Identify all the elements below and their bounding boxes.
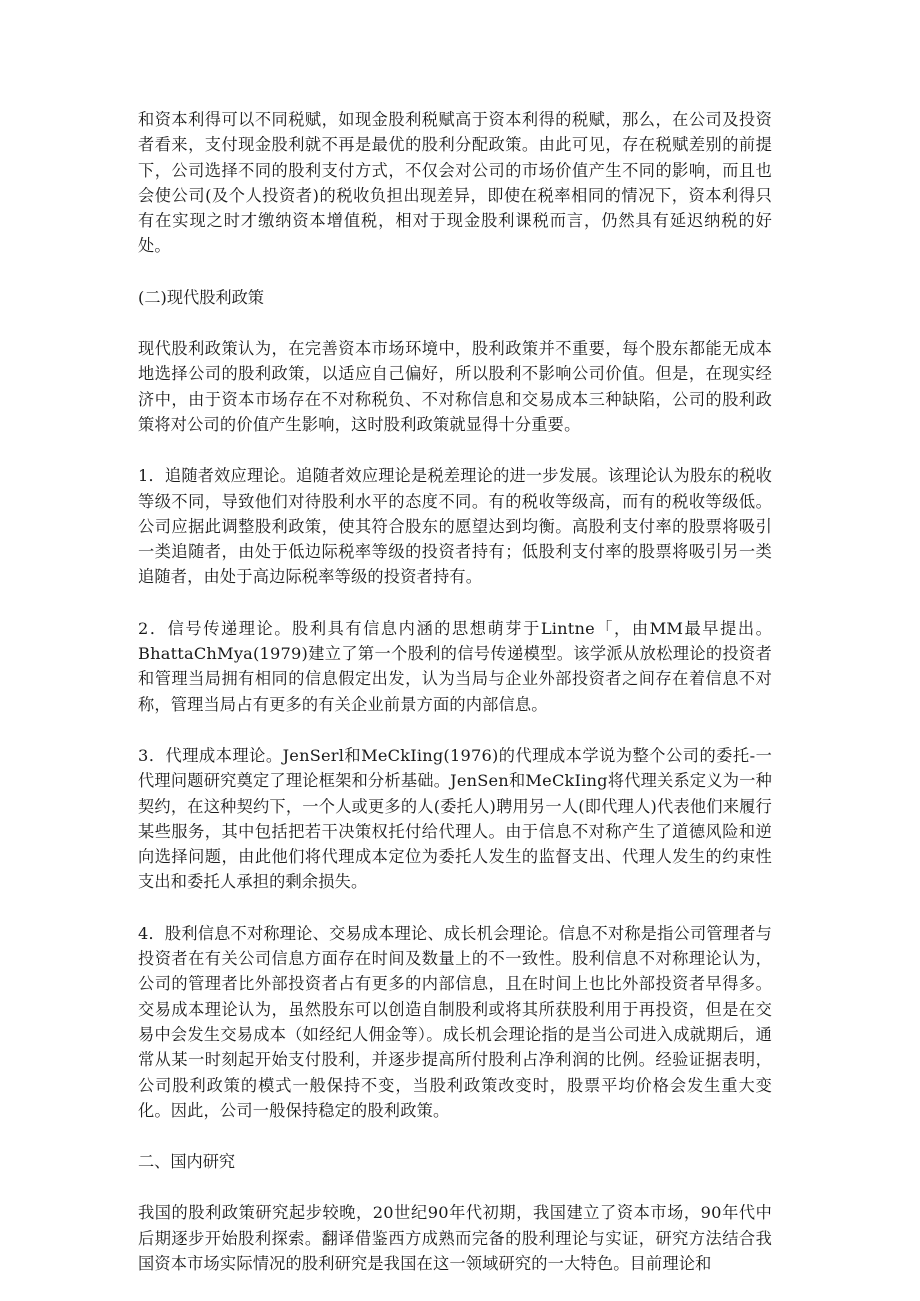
section-heading-modern-dividend-policy: (二)现代股利政策: [138, 287, 264, 307]
spacer: [138, 1123, 772, 1149]
paragraph-domestic-research: 我国的股利政策研究起步较晚，20世纪90年代初期，我国建立了资本市场，90年代中后期逐步开始股利探索。翻译借鉴西方成熟而完备的股利理论与实证，研究方法结合我国资本市场实际情况的股利研究是我国在这一领域研究的一大特色。目前理论和: [138, 1203, 772, 1273]
spacer: [138, 717, 772, 743]
paragraph-signaling-theory: 2．信号传递理论。股利具有信息内涵的思想萌芽于Lintne「，由MM最早提出。BhattaChMya(1979)建立了第一个股利的信号传递模型。该学派从放松理论的投资者和管理当局拥有相同的信息假定出发，认为当局与企业外部投资者之间存在着信息不对称，管理当局占有更多的有关企业前景方面的内部信息。: [138, 618, 772, 714]
paragraph-modern-policy-intro: 现代股利政策认为，在完善资本市场环境中，股利政策并不重要，每个股东都能无成本地选择公司的股利政策，以适应自己偏好，所以股利不影响公司价值。但是，在现实经济中，由于资本市场存在不对称税负、不对称信息和交易成本三种缺陷，公司的股利政策将对公司的价值产生影响，这时股利政策就显得十分重要。: [138, 339, 772, 434]
spacer: [138, 310, 772, 336]
section-heading-domestic-research: 二、国内研究: [138, 1152, 236, 1172]
spacer: [138, 437, 772, 463]
paragraph-tax-difference: 和资本利得可以不同税赋，如现金股利税赋高于资本利得的税赋，那么，在公司及投资者看来，支付现金股利就不再是最优的股利分配政策。由此可见，存在税赋差别的前提下，公司选择不同的股利支付方式，不仅会对公司的市场价值产生不同的影响，而且也会使公司(及个人投资者)的税收负担出现差异，即使在税率相同的情况下，资本利得只有在实现之时才缴纳资本增值税，相对于现金股利课税而言，仍然具有延迟纳税的好处。: [138, 110, 772, 256]
spacer: [138, 259, 772, 285]
spacer: [138, 1174, 772, 1200]
paragraph-clientele-effect: 1．追随者效应理论。追随者效应理论是税差理论的进一步发展。该理论认为股东的税收等级不同，导致他们对待股利水平的态度不同。有的税收等级高，而有的税收等级低。公司应据此调整股利政策，使其符合股东的愿望达到均衡。高股利支付率的股票将吸引一类追随者，由处于低边际税率等级的投资者持有；低股利支付率的股票将吸引另一类追随者，由处于高边际税率等级的投资者持有。: [138, 466, 772, 587]
spacer: [138, 895, 772, 921]
paragraph-information-asymmetry: 4．股利信息不对称理论、交易成本理论、成长机会理论。信息不对称是指公司管理者与投资者在有关公司信息方面存在时间及数量上的不一致性。股利信息不对称理论认为，公司的管理者比外部投资者占有更多的内部信息，且在时间上也比外部投资者早得多。交易成本理论认为，虽然股东可以创造自制股利或将其所获股利用于再投资，但是在交易中会发生交易成本（如经纪人佣金等）。成长机会理论指的是当公司进入成就期后，通常从某一时刻起开始支付股利，并逐步提高所付股利占净利润的比例。经验证据表明，公司股利政策的模式一般保持不变，当股利政策改变时，股票平均价格会发生重大变化。因此，公司一般保持稳定的股利政策。: [138, 923, 772, 1120]
paragraph-agency-cost: 3．代理成本理论。JenSerl和MeCkIing(1976)的代理成本学说为整个公司的委托-一代理问题研究奠定了理论框架和分析基础。JenSen和MeCkIing将代理关系定义为一种契约，在这种契约下，一个人或更多的人(委托人)聘用另一人(即代理人)代表他们来履行某些服务，其中包括把若干决策权托付给代理人。由于信息不对称产生了道德风险和逆向选择问题，由此他们将代理成本定位为委托人发生的监督支出、代理人发生的约束性支出和委托人承担的剩余损失。: [138, 745, 772, 892]
spacer: [138, 590, 772, 616]
